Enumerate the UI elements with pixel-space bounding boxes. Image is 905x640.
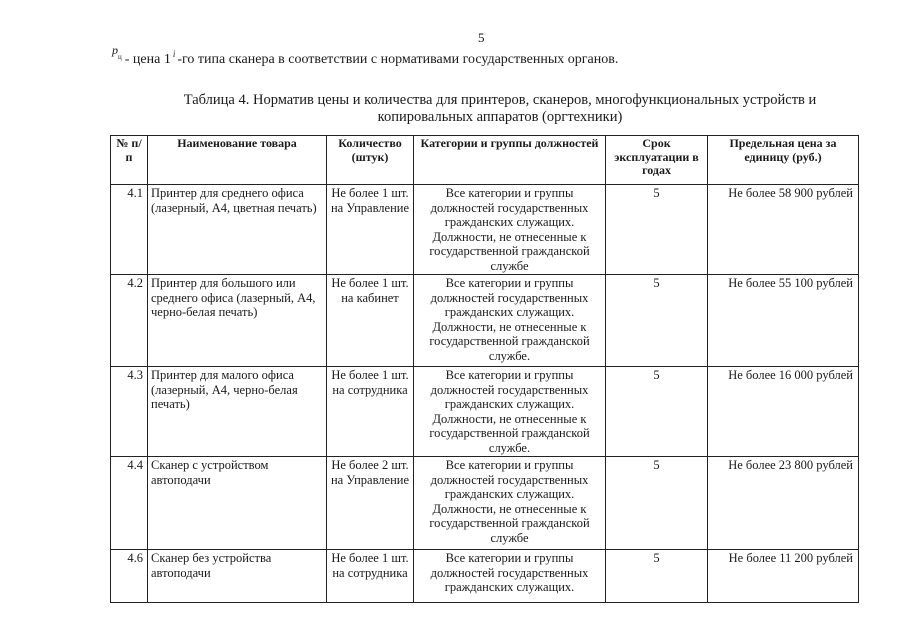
cell-name: Принтер для малого офиса (лазерный, А4, черно-белая печать) <box>148 367 327 457</box>
formula-text-before: - цена 1 <box>124 52 171 67</box>
cell-num: 4.6 <box>111 550 148 603</box>
cell-num: 4.1 <box>111 185 148 275</box>
header-price: Предельная цена за единицу (руб.) <box>708 136 859 185</box>
table-title: Таблица 4. Норматив цены и количества для принтеров, сканеров, многофункциональных устройств и копировальных аппаратов (оргтехники) <box>183 92 817 125</box>
cell-price: Не более 55 100 рублей <box>708 275 859 367</box>
cell-qty: Не более 1 шт. на Управление <box>327 185 414 275</box>
cell-num: 4.2 <box>111 275 148 367</box>
cell-price: Не более 16 000 рублей <box>708 367 859 457</box>
table-row <box>111 367 859 457</box>
formula-text-after: -го типа сканера в соответствии с нормативами государственных органов. <box>177 52 619 67</box>
formula-definition <box>112 43 619 68</box>
cell-category: Все категории и группы должностей государственных гражданских служащих. Должности, не отнесенные к государственной гражданской службе <box>414 457 606 550</box>
cell-category: Все категории и группы должностей государственных гражданских служащих. <box>414 550 606 603</box>
cell-name: Принтер для большого или среднего офиса (лазерный, А4, черно-белая печать) <box>148 275 327 367</box>
table-row <box>111 185 859 275</box>
cell-price: Не более 11 200 рублей <box>708 550 859 603</box>
cell-num: 4.4 <box>111 457 148 550</box>
table-row <box>111 275 859 367</box>
header-name: Наименование товара <box>148 136 327 185</box>
cell-qty: Не более 2 шт. на Управление <box>327 457 414 550</box>
header-category: Категории и группы должностей <box>414 136 606 185</box>
cell-price: Не более 23 800 рублей <box>708 457 859 550</box>
cell-term: 5 <box>606 185 708 275</box>
cell-name: Сканер с устройством автоподачи <box>148 457 327 550</box>
table-row <box>111 457 859 550</box>
cell-category: Все категории и группы должностей государственных гражданских служащих. Должности, не отнесенные к государственной гражданской службе <box>414 185 606 275</box>
header-term: Срок эксплуатации в годах <box>606 136 708 185</box>
cell-name: Принтер для среднего офиса (лазерный, А4, цветная печать) <box>148 185 327 275</box>
cell-num: 4.3 <box>111 367 148 457</box>
header-qty: Количество (штук) <box>327 136 414 185</box>
norm-table <box>110 135 859 603</box>
cell-term: 5 <box>606 550 708 603</box>
formula-subscript: ц <box>118 53 122 61</box>
cell-qty: Не более 1 шт. на кабинет <box>327 275 414 367</box>
cell-term: 5 <box>606 367 708 457</box>
cell-category: Все категории и группы должностей государственных гражданских служащих. Должности, не отнесенные к государственной гражданской службе. <box>414 367 606 457</box>
formula-variable: p <box>112 43 118 57</box>
page-number: 5 <box>478 30 485 45</box>
table-row <box>111 550 859 603</box>
header-num: № п/п <box>111 136 148 185</box>
cell-price: Не более 58 900 рублей <box>708 185 859 275</box>
cell-qty: Не более 1 шт. на сотрудника <box>327 550 414 603</box>
cell-term: 5 <box>606 275 708 367</box>
formula-superscript: i <box>172 49 176 59</box>
cell-qty: Не более 1 шт. на сотрудника <box>327 367 414 457</box>
cell-name: Сканер без устройства автоподачи <box>148 550 327 603</box>
cell-category: Все категории и группы должностей государственных гражданских служащих. Должности, не отнесенные к государственной гражданской службе. <box>414 275 606 367</box>
cell-term: 5 <box>606 457 708 550</box>
table-header-row <box>111 136 859 185</box>
